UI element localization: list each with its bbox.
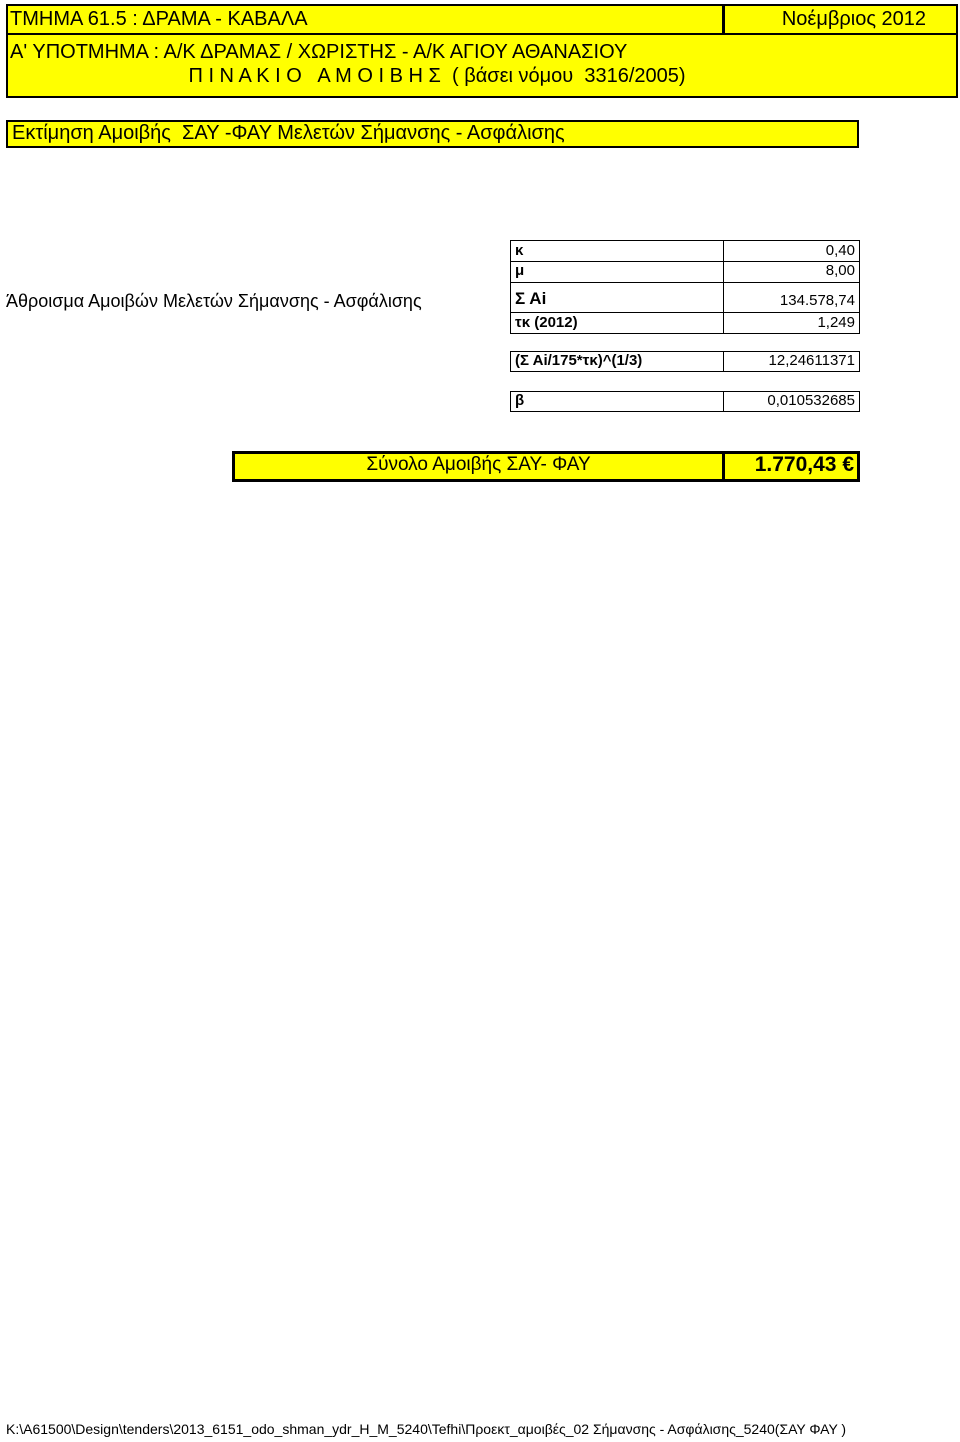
param-value-m: 8,00 bbox=[825, 262, 855, 279]
param-label-sum-ai: Σ Αi bbox=[515, 289, 547, 308]
aggregate-label: Άθροισμα Αμοιβών Μελετών Σήμανσης - Ασφάλισης bbox=[6, 291, 422, 311]
section-title: Εκτίμηση Αμοιβής ΣΑΥ -ΦΑΥ Μελετών Σήμανσης - Ασφάλισης bbox=[12, 122, 565, 144]
param-label-k: κ bbox=[515, 242, 524, 259]
subsection-title: Α' ΥΠΟΤΜΗΜΑ : Α/Κ ΔΡΑΜΑΣ / ΧΩΡΙΣΤΗΣ - Α/Κ ΑΓΙΟΥ ΑΘΑΝΑΣΙΟΥ bbox=[10, 41, 628, 63]
param-value-formula: 12,24611371 bbox=[768, 352, 855, 369]
param-value-beta: 0,010532685 bbox=[767, 392, 855, 409]
param-label-formula: (Σ Αi/175*τκ)^(1/3) bbox=[515, 352, 643, 369]
total-label: Σύνολο Αμοιβής ΣΑΥ- ΦΑΥ bbox=[366, 454, 591, 475]
table-row-divider bbox=[510, 282, 860, 283]
footer-file-path: K:\A61500\Design\tenders\2013_6151_odo_shman_ydr_H_M_5240\Tefhi\Προεκτ_αμοιβές_02 Σήμανσης - Ασφάλισης_5240(ΣΑΥ ΦΑΥ ) bbox=[6, 1421, 847, 1437]
total-value: 1.770,43 € bbox=[754, 453, 854, 476]
header-date: Νοέμβριος 2012 bbox=[781, 8, 926, 30]
header-divider bbox=[722, 4, 725, 35]
param-value-tk: 1,249 bbox=[817, 314, 855, 331]
department-title: ΤΜΗΜΑ 61.5 : ΔΡΑΜΑ - ΚΑΒΑΛΑ bbox=[10, 8, 308, 30]
param-label-beta: β bbox=[515, 392, 525, 409]
param-label-m: μ bbox=[515, 262, 525, 279]
table-title: Π Ι Ν Α Κ Ι Ο Α Μ Ο Ι Β Η Σ ( βάσει νόμου 3316/2005) bbox=[188, 65, 686, 87]
param-label-tk: τκ (2012) bbox=[515, 314, 578, 331]
param-value-sum-ai: 134.578,74 bbox=[779, 292, 855, 309]
param-value-k: 0,40 bbox=[825, 242, 855, 259]
